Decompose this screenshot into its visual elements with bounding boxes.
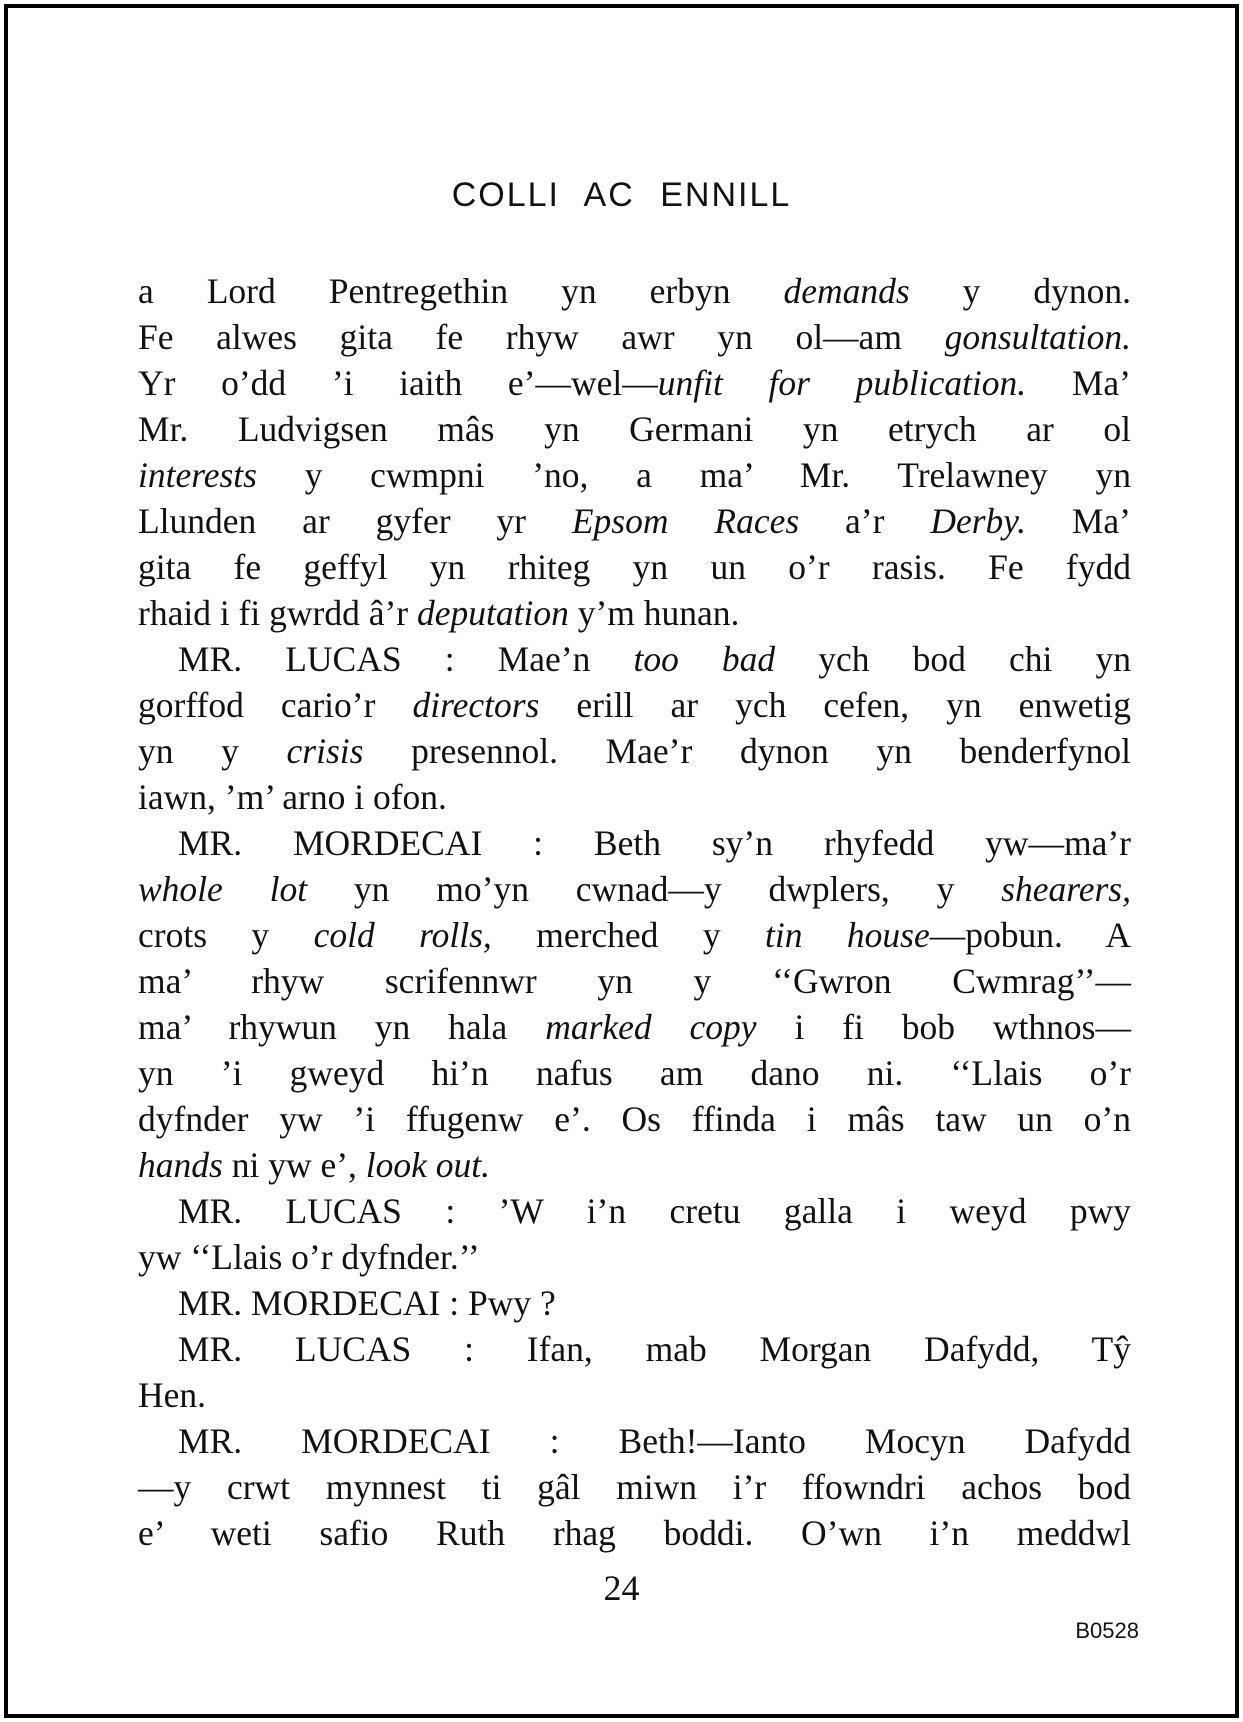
italic-term: shearers, — [1001, 869, 1131, 909]
line-text: a Lord Pentregethin yn erbyn — [138, 271, 784, 311]
text-line — [138, 682, 1131, 728]
text-line — [138, 590, 1131, 636]
line-text: —y crwt mynnest ti gâl miwn i’r ffowndri achos bod — [138, 1467, 1131, 1507]
line-text-rest: Ma’ — [1026, 363, 1131, 403]
text-line — [138, 1418, 1131, 1464]
text-line — [138, 1096, 1131, 1142]
italic-term: deputation — [416, 593, 569, 633]
text-line — [138, 1510, 1131, 1556]
line-text-rest: i fi bob wthnos— — [756, 1007, 1131, 1047]
italic-term: tin house — [765, 915, 930, 955]
italic-term: unfit for publication. — [657, 363, 1027, 403]
catalog-code: B0528 — [1075, 1618, 1139, 1643]
line-text: Mr. Ludvigsen mâs yn Germani yn etrych ar ol — [138, 409, 1131, 449]
text-line — [138, 912, 1131, 958]
text-line — [138, 360, 1131, 406]
italic-term: crisis — [286, 731, 364, 771]
italic-term: marked copy — [545, 1007, 757, 1047]
text-line — [138, 774, 1131, 820]
line-text: gorffod cario’r — [138, 685, 413, 725]
line-text-rest: yn mo’yn cwnad—y dwplers, y shearers, — [307, 869, 1131, 909]
text-line — [138, 1464, 1131, 1510]
line-text: Fe alwes gita fe rhyw awr yn ol—am — [138, 317, 945, 357]
line-text: dyfnder yw ’i ffugenw e’. Os ffinda i mâs taw un o’n — [138, 1099, 1131, 1139]
italic-term: Derby. — [930, 501, 1026, 541]
text-line — [138, 1326, 1131, 1372]
line-text-rest: merched y tin house—pobun. A — [491, 915, 1131, 955]
italic-term: gonsultation. — [944, 317, 1131, 357]
text-line — [138, 314, 1131, 360]
running-head: COLLI AC ENNILL — [451, 176, 792, 214]
line-text-rest: presennol. Mae’r dynon yn benderfynol — [363, 731, 1131, 771]
line-text: yn ’i gweyd hi’n nafus am dano ni. ‘‘Llais o’r — [138, 1053, 1131, 1093]
line-text: gita fe geffyl yn rhiteg yn un o’r rasis. Fe fydd — [138, 547, 1131, 587]
text-line — [138, 866, 1131, 912]
line-text-rest: ych bod chi yn — [775, 639, 1131, 679]
line-text: yw ‘‘Llais o’r dyfnder.’’ — [138, 1237, 480, 1277]
line-text: Hen. — [138, 1375, 207, 1415]
line-text: iawn, ’m’ arno i ofon. — [138, 777, 447, 817]
italic-term: look out. — [365, 1145, 491, 1185]
line-text: yn y — [138, 731, 287, 771]
line-text: e’ weti safio Ruth rhag boddi. O’wn i’n meddwl — [138, 1513, 1131, 1553]
text-line — [138, 636, 1131, 682]
text-line — [138, 1372, 1131, 1418]
italic-term: directors — [412, 685, 540, 725]
italic-term: hands — [138, 1145, 223, 1185]
line-text: MR. LUCAS : Ifan, mab Morgan Dafydd, Tŷ — [178, 1329, 1131, 1369]
text-line — [138, 1004, 1131, 1050]
line-text: MR. MORDECAI : Beth!—Ianto Mocyn Dafydd — [178, 1421, 1131, 1461]
line-text: rhaid i fi gwrdd â’r — [138, 593, 417, 633]
italic-term: too bad — [633, 639, 776, 679]
text-line — [138, 820, 1131, 866]
text-line — [138, 1142, 1131, 1188]
italic-term: Epsom Races — [571, 501, 800, 541]
line-text-rest: ni yw e’, look out. — [222, 1145, 491, 1185]
text-line — [138, 1234, 1131, 1280]
line-text: ma’ rhyw scrifennwr yn y ‘‘Gwron Cwmrag’’— — [138, 961, 1131, 1001]
text-line — [138, 268, 1131, 314]
text-line — [138, 452, 1131, 498]
text-line — [138, 498, 1131, 544]
line-text: MR. LUCAS : ’W i’n cretu galla i weyd pwy — [178, 1191, 1131, 1231]
italic-term: cold rolls, — [313, 915, 492, 955]
text-line — [138, 406, 1131, 452]
italic-term: whole lot — [138, 869, 308, 909]
line-text: MR. MORDECAI : Pwy ? — [178, 1283, 556, 1323]
line-text: crots y — [138, 915, 314, 955]
body-text — [138, 268, 1131, 1556]
line-text-rest: erill ar ych cefen, yn enwetig — [539, 685, 1131, 725]
text-line — [138, 544, 1131, 590]
italic-term: interests — [138, 455, 257, 495]
line-text: Llunden ar gyfer yr — [138, 501, 572, 541]
text-line — [138, 728, 1131, 774]
line-text-rest: y dynon. — [909, 271, 1131, 311]
text-line — [138, 1280, 1131, 1326]
italic-term: demands — [783, 271, 910, 311]
text-line — [138, 1050, 1131, 1096]
line-text: MR. MORDECAI : Beth sy’n rhyfedd yw—ma’r — [178, 823, 1131, 863]
line-text: MR. LUCAS : Mae’n — [178, 639, 634, 679]
page-number: 24 — [603, 1568, 640, 1608]
line-text-rest: y cwmpni ’no, a ma’ Mr. Trelawney yn — [256, 455, 1131, 495]
text-line — [138, 958, 1131, 1004]
line-text: ma’ rhywun yn hala — [138, 1007, 546, 1047]
line-text-rest: a’r Derby. Ma’ — [799, 501, 1131, 541]
line-text-rest: y’m hunan. — [568, 593, 740, 633]
text-line — [138, 1188, 1131, 1234]
line-text: Yr o’dd ’i iaith e’—wel— — [138, 363, 658, 403]
